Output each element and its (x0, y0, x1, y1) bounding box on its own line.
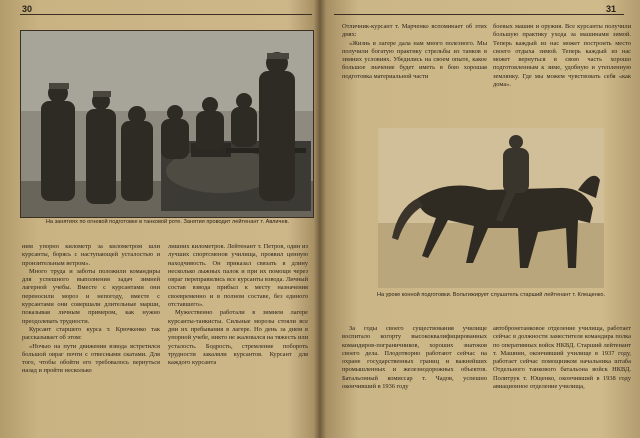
paragraph: ним упорно километр за километром шли курсанты, борясь с наступающей усталостью и пронзительным ветром». (22, 243, 160, 267)
paragraph: боевых машин и оружия. Все курсанты получили большую практику ухода за машинами зимой. Теперь каждый из нас может построить место своего отдыха зимой. Теперь каждый из нас может вернуться в свою часть хорошо подготовленным к зиме, удобную и утепленную землянку. Где мы можем чувствовать себя «как дома». (493, 23, 631, 89)
left-column-2 (168, 243, 308, 433)
horse-riding-photo (378, 128, 604, 288)
page-number-right: 31 (606, 4, 617, 14)
paragraph: «Ночью на пути движения взвода встретился большой овраг почти с отвесными скатами. Для того, чтобы обойти его требовалось вернуться назад и пройти несколько (22, 342, 160, 375)
paragraph: Отличник-курсант т. Марченко вспоминает об этих днях: (342, 23, 487, 39)
left-column-1 (22, 243, 160, 433)
right-top-column-2 (493, 23, 631, 123)
paragraph: лишних километров. Лейтенант т. Петров, один из лучших спортсменов училища, проявил ценную находчивость. Он приказал связать в длину несколько лыжных палок и при их помощи через овраг переправились все курсанты взвода. Личный состав взвода прибыл к месту назначения своевременно и в полном составе, без единого отставшего». (168, 243, 308, 309)
photo-caption-left: На занятиях по огневой подготовке в танковой роте. Занятия проводит лейтенант т. Авличев. (45, 219, 290, 225)
paragraph: автобронетанковое отделение училища, работает сейчас в должности заместителя командира полка по оперативных войск НКВД. Старший лейтенант т. Машнин, окончивший училище в 1937 году, работает сейчас помощником начальника штаба Отдельного танкового батальона войск НКВД. Политрук т. Ющенко, окончивший в 1938 году авиационное отделение училища, (493, 325, 631, 391)
right-bottom-column-2 (493, 325, 631, 433)
paragraph: «Жизнь в лагере дала нам много полезного. Мы получили богатую практику стрельбы из танков в зимних условиях. Убедились на своем опыте, какое большое значение будет иметь в бою хорошая подготовка материальной части (342, 39, 487, 80)
right-top-column-1 (342, 23, 487, 123)
page-number-left: 30 (22, 4, 33, 14)
paragraph: Мужественно работали в зимнем лагере курсанты-танкисты. Сильные морозы стояли все дни их пребывания в лагере. Но день за днем в упорной учебе, никто не жаловался на тяжесть или усталость. Бодрость, стремление побороть трудности закаляли курсантов. Курсант для каждого курсанта (168, 309, 308, 367)
paragraph: Много труда и заботы положили командиры для успешного выполнения задач зимней лагерной учебы. Вместе с курсантами они переносили мороз и непогоду, вместе с курсантами они совершали длительные марши, показывая личным примером, как нужно преодолевать трудности. (22, 267, 160, 325)
photo-caption-right: На уроке конной подготовки. Вольтижирует слушатель старший лейтенант т. Клещенко. (376, 292, 606, 298)
header-rule-right (334, 14, 624, 15)
paragraph: За годы своего существования училище воспитало когорту высококвалифицированных командиров-пограничников, хороших знатоков своего дела. Плодотворно работают сейчас на охране государственных границ и важнейших промышленных и железнодорожных объектов. Батальонный комиссар т. Чадов, успешно окончивший в 1936 году (342, 325, 487, 391)
right-bottom-column-1 (342, 325, 487, 433)
paragraph: Курсант старшего курса т. Крючкенко так рассказывает об этом: (22, 325, 160, 342)
header-rule-left (20, 14, 312, 15)
tank-training-photo (20, 30, 314, 218)
